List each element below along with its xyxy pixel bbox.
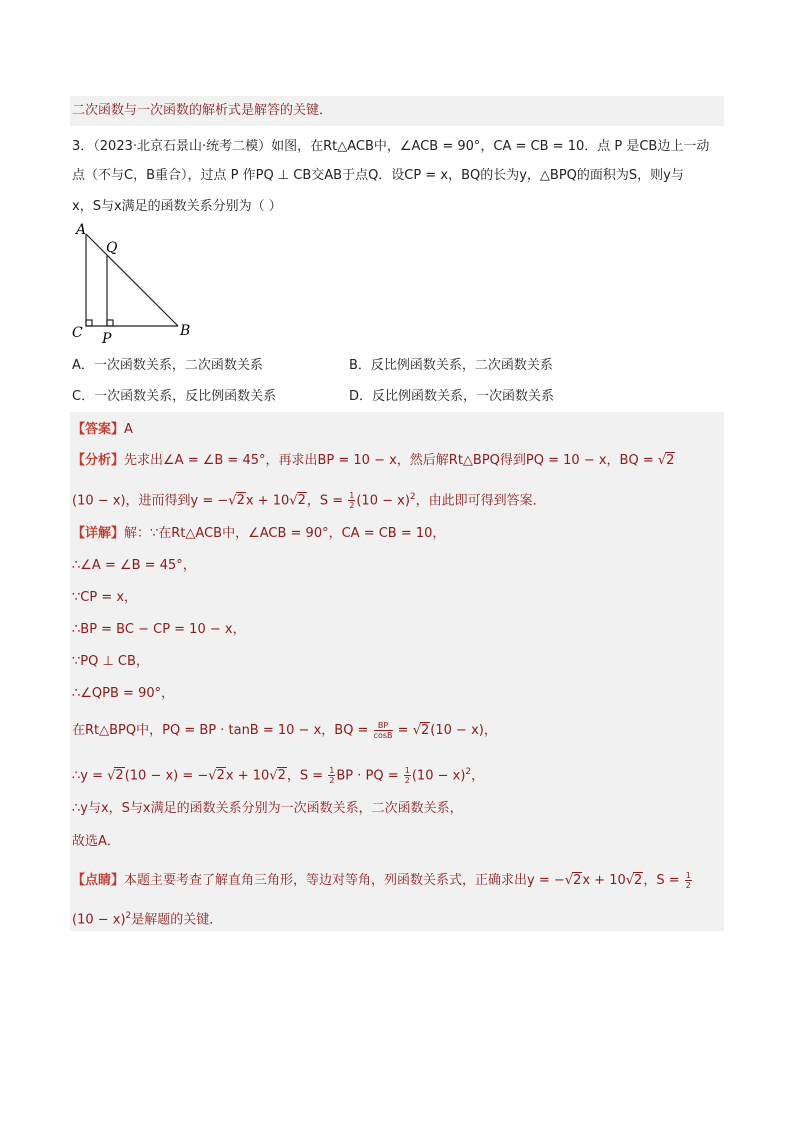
detail-tag: 【详解】 <box>72 526 125 541</box>
comment-line-1: 【点睛】本题主要考查了解直角三角形，等边对等角，列函数关系式，正确求出y = −√2x + 10√2，S = $\frac{1}{2}$ <box>72 871 691 890</box>
detail-line-6: ∴∠QPB = 90°， <box>72 686 175 701</box>
detail-line-1: 【详解】解：∵在Rt△ACB中，∠ACB = 90°，CA = CB = 10， <box>72 526 446 541</box>
label-Q: Q <box>106 240 118 256</box>
analysis-tag: 【分析】 <box>72 453 125 468</box>
analysis-line-2: (10 − x)，进而得到y = −√2x + 10√2，S = $\frac{1}{2}$ $(10 - x)^2$，由此即可得到答案． <box>72 491 546 511</box>
detail-line-4: ∴BP = BC − CP = 10 − x， <box>72 622 246 637</box>
option-a: A．一次函数关系，二次函数关系 <box>72 358 263 373</box>
detail-line-2: ∴∠A = ∠B = 45°， <box>72 558 196 573</box>
analysis-line-1: 【分析】先求出∠A = ∠B = 45°，再求出BP = 10 − x，然后解Rt△BPQ得到PQ = 10 − x，BQ = √2 <box>72 453 675 468</box>
answer-line <box>72 420 133 440</box>
detail-line-7: 在Rt△BPQ中，PQ = BP · tanB = 10 − x，BQ = $\frac{BP}{\cos B}$ = √2(10 − x)， <box>72 721 497 740</box>
label-C: C <box>72 325 83 341</box>
comment-tag: 【点睛】 <box>72 873 125 888</box>
label-B: B <box>180 323 191 339</box>
answer-tag: 【答案】 <box>72 422 125 437</box>
detail-line-8: ∴y = √2(10 − x) = −√2x + 10√2，S = $\frac{1}{2}$ BP · PQ = $\frac{1}{2}$ $(10 - x)^2$， <box>72 766 485 786</box>
option-d: D．反比例函数关系，一次函数关系 <box>349 389 555 404</box>
detail-line-9: ∴y与x，S与x满足的函数关系分别为一次函数关系，二次函数关系， <box>72 801 463 816</box>
fraction-half: $\frac{1}{2}$ <box>349 491 355 511</box>
question-line-1: 3．（2023·北京石景山·统考二模）如图，在Rt△ACB中，∠ACB = 90°，CA = CB = 10．点 P 是CB边上一动 <box>72 139 710 154</box>
prev-solution-note: 二次函数与一次函数的解析式是解答的关键． <box>72 103 333 118</box>
answer-value: A <box>124 422 133 437</box>
triangle-figure <box>66 220 206 348</box>
option-c: C．一次函数关系，反比例函数关系 <box>72 389 277 404</box>
question-line-2: 点（不与C，B重合），过点 P 作PQ ⊥ CB交AB于点Q．设CP = x，BQ的长为y，△BPQ的面积为S，则y与 <box>72 168 684 183</box>
label-P: P <box>102 331 112 347</box>
detail-line-3: ∵CP = x， <box>72 590 138 605</box>
comment-line-2: $(10 - x)^2$是解题的关键． <box>72 911 223 928</box>
label-A: A <box>76 222 87 238</box>
fraction-bp-cosb: $\frac{BP}{\cos B}$ <box>373 721 393 740</box>
detail-line-5: ∵PQ ⊥ CB， <box>72 654 149 669</box>
detail-line-10: 故选A． <box>72 834 120 849</box>
question-line-3: x，S与x满足的函数关系分别为（ ） <box>72 199 282 214</box>
option-b: B．反比例函数关系，二次函数关系 <box>349 358 553 373</box>
